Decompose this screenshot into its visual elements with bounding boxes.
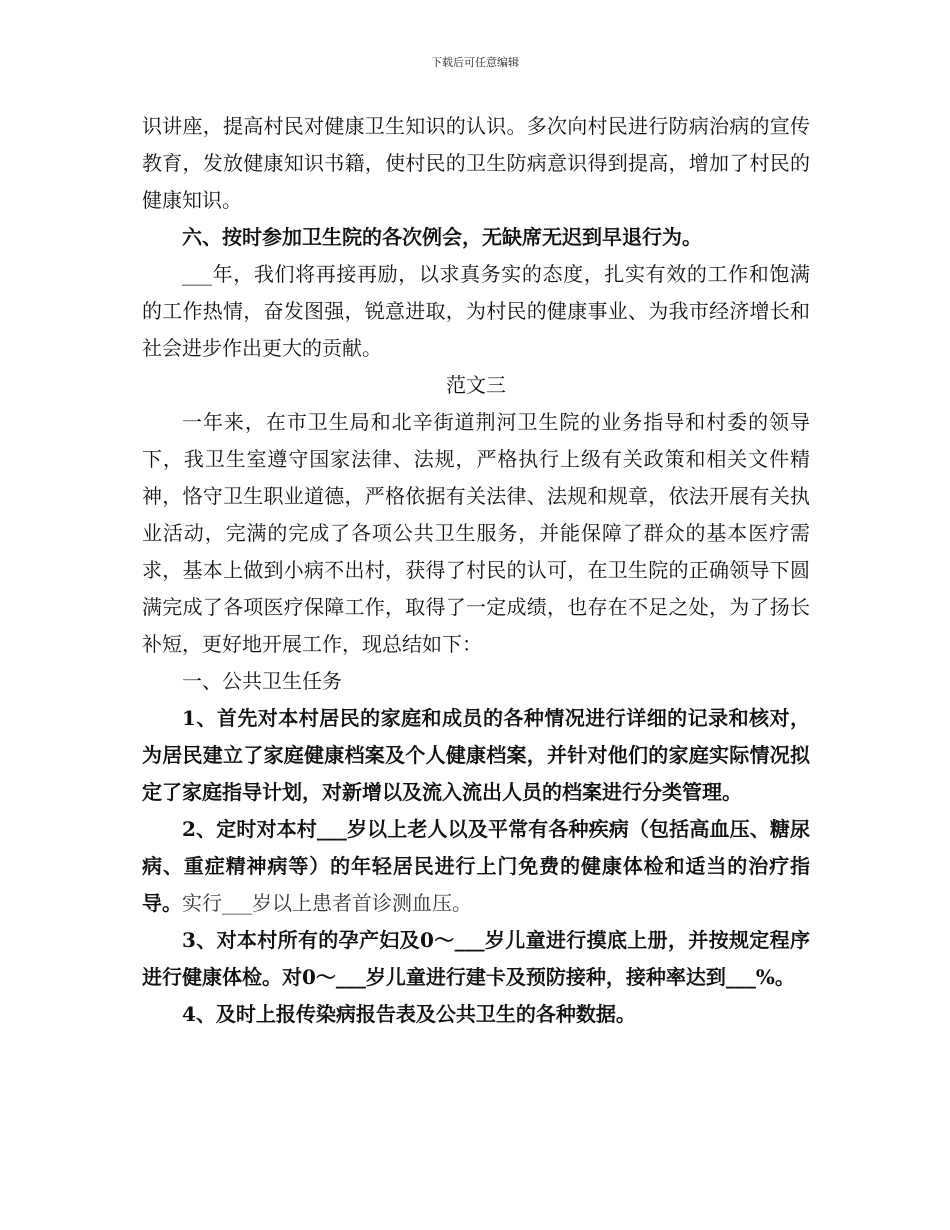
item-2-bold: 2、定时对本村___岁以上老人以及平常有各种疾病（包括高血压、糖尿病、重症精神病等）的年轻居民进行上门免费的健康体检和适当的治疗指导。	[142, 817, 810, 915]
paragraph-closing: ___年，我们将再接再励，以求真务实的态度，扎实有效的工作和饱满的工作热情，奋发图强，锐意进取，为村民的健康事业、为我市经济增长和社会进步作出更大的贡献。	[142, 262, 810, 360]
section-public-health-heading: 一、公共卫生任务	[182, 669, 342, 693]
item-2	[142, 811, 810, 922]
item-3: 3、对本村所有的孕产妇及0～___岁儿童进行摸底上册，并按规定程序进行健康体检。对0～___岁儿童进行建卡及预防接种，接种率达到___%。	[142, 928, 810, 989]
paragraph-intro: 一年来，在市卫生局和北辛街道荆河卫生院的业务指导和村委的领导下，我卫生室遵守国家法律、法规，严格执行上级有关政策和相关文件精神，恪守卫生职业道德，严格依据有关法律、法规和规章，依法开展有关执业活动，完满的完成了各项公共卫生服务，并能保障了群众的基本医疗需求，基本上做到小病不出村，获得了村民的认可，在卫生院的正确领导下圆满完成了各项医疗保障工作，取得了一定成绩，也存在不足之处，为了扬长补短，更好地开展工作，现总结如下：	[142, 410, 810, 656]
item-2-normal: 实行___岁以上患者首诊测血压。	[182, 891, 472, 915]
section-six-heading: 六、按时参加卫生院的各次例会，无缺席无迟到早退行为。	[182, 225, 702, 249]
paragraph-1: 识讲座，提高村民对健康卫生知识的认识。多次向村民进行防病治病的宣传教育，发放健康知识书籍，使村民的卫生防病意识得到提高，增加了村民的健康知识。	[142, 114, 810, 212]
section-title: 范文三	[446, 373, 506, 397]
item-1: 1、首先对本村居民的家庭和成员的各种情况进行详细的记录和核对，为居民建立了家庭健康档案及个人健康档案，并针对他们的家庭实际情况拟定了家庭指导计划，对新增以及流入流出人员的档案进行分类管理。	[142, 706, 810, 804]
document-body	[142, 108, 810, 1033]
item-4: 4、及时上报传染病报告表及公共卫生的各种数据。	[182, 1002, 636, 1026]
page-header: 下载后可任意编辑	[431, 56, 519, 69]
